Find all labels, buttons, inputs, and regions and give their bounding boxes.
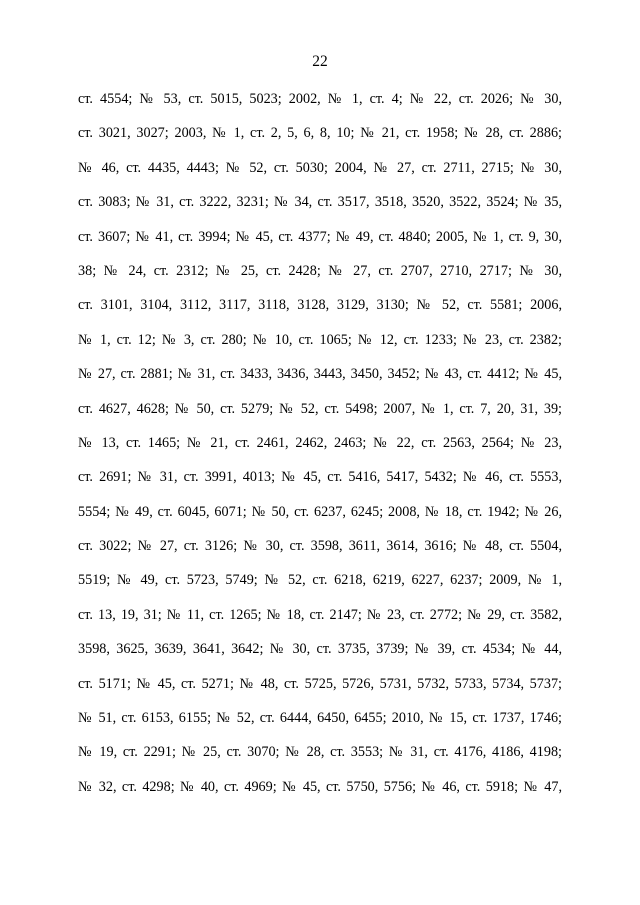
text-line: 5519; № 49, ст. 5723, 5749; № 52, ст. 6218, 6219, 6227, 6237; 2009, № 1,: [78, 572, 562, 589]
text-line: № 19, ст. 2291; № 25, ст. 3070; № 28, ст. 3553; № 31, ст. 4176, 4186, 4198;: [78, 744, 562, 761]
text-line: 38; № 24, ст. 2312; № 25, ст. 2428; № 27, ст. 2707, 2710, 2717; № 30,: [78, 262, 562, 279]
text-line: ст. 3022; № 27, ст. 3126; № 30, ст. 3598, 3611, 3614, 3616; № 48, ст. 5504,: [78, 538, 562, 555]
text-line: ст. 5171; № 45, ст. 5271; № 48, ст. 5725, 5726, 5731, 5732, 5733, 5734, 5737;: [78, 675, 562, 692]
page-number: 22: [312, 53, 328, 70]
text-line: № 51, ст. 6153, 6155; № 52, ст. 6444, 6450, 6455; 2010, № 15, ст. 1737, 1746;: [78, 710, 562, 727]
text-line: № 32, ст. 4298; № 40, ст. 4969; № 45, ст. 5750, 5756; № 46, ст. 5918; № 47,: [78, 778, 562, 795]
text-line: ст. 2691; № 31, ст. 3991, 4013; № 45, ст. 5416, 5417, 5432; № 46, ст. 5553,: [78, 469, 562, 486]
text-line: ст. 3021, 3027; 2003, № 1, ст. 2, 5, 6, 8, 10; № 21, ст. 1958; № 28, ст. 2886;: [78, 125, 562, 142]
document-body: [78, 89, 562, 811]
text-line: ст. 3607; № 41, ст. 3994; № 45, ст. 4377; № 49, ст. 4840; 2005, № 1, ст. 9, 30,: [78, 228, 562, 245]
text-line: ст. 3101, 3104, 3112, 3117, 3118, 3128, 3129, 3130; № 52, ст. 5581; 2006,: [78, 297, 562, 314]
text-line: ст. 4627, 4628; № 50, ст. 5279; № 52, ст. 5498; 2007, № 1, ст. 7, 20, 31, 39;: [78, 400, 562, 417]
text-line: № 46, ст. 4435, 4443; № 52, ст. 5030; 2004, № 27, ст. 2711, 2715; № 30,: [78, 159, 562, 176]
text-line: № 1, ст. 12; № 3, ст. 280; № 10, ст. 1065; № 12, ст. 1233; № 23, ст. 2382;: [78, 331, 562, 348]
text-line: 5554; № 49, ст. 6045, 6071; № 50, ст. 6237, 6245; 2008, № 18, ст. 1942; № 26,: [78, 503, 562, 520]
text-line: ст. 4554; № 53, ст. 5015, 5023; 2002, № 1, ст. 4; № 22, ст. 2026; № 30,: [78, 91, 562, 107]
text-line: 3598, 3625, 3639, 3641, 3642; № 30, ст. 3735, 3739; № 39, ст. 4534; № 44,: [78, 641, 562, 658]
text-line: ст. 13, 19, 31; № 11, ст. 1265; № 18, ст. 2147; № 23, ст. 2772; № 29, ст. 3582,: [78, 606, 562, 623]
text-line: № 13, ст. 1465; № 21, ст. 2461, 2462, 2463; № 22, ст. 2563, 2564; № 23,: [78, 434, 562, 451]
text-line: № 27, ст. 2881; № 31, ст. 3433, 3436, 3443, 3450, 3452; № 43, ст. 4412; № 45,: [78, 366, 562, 383]
text-line: ст. 3083; № 31, ст. 3222, 3231; № 34, ст. 3517, 3518, 3520, 3522, 3524; № 35,: [78, 194, 562, 211]
